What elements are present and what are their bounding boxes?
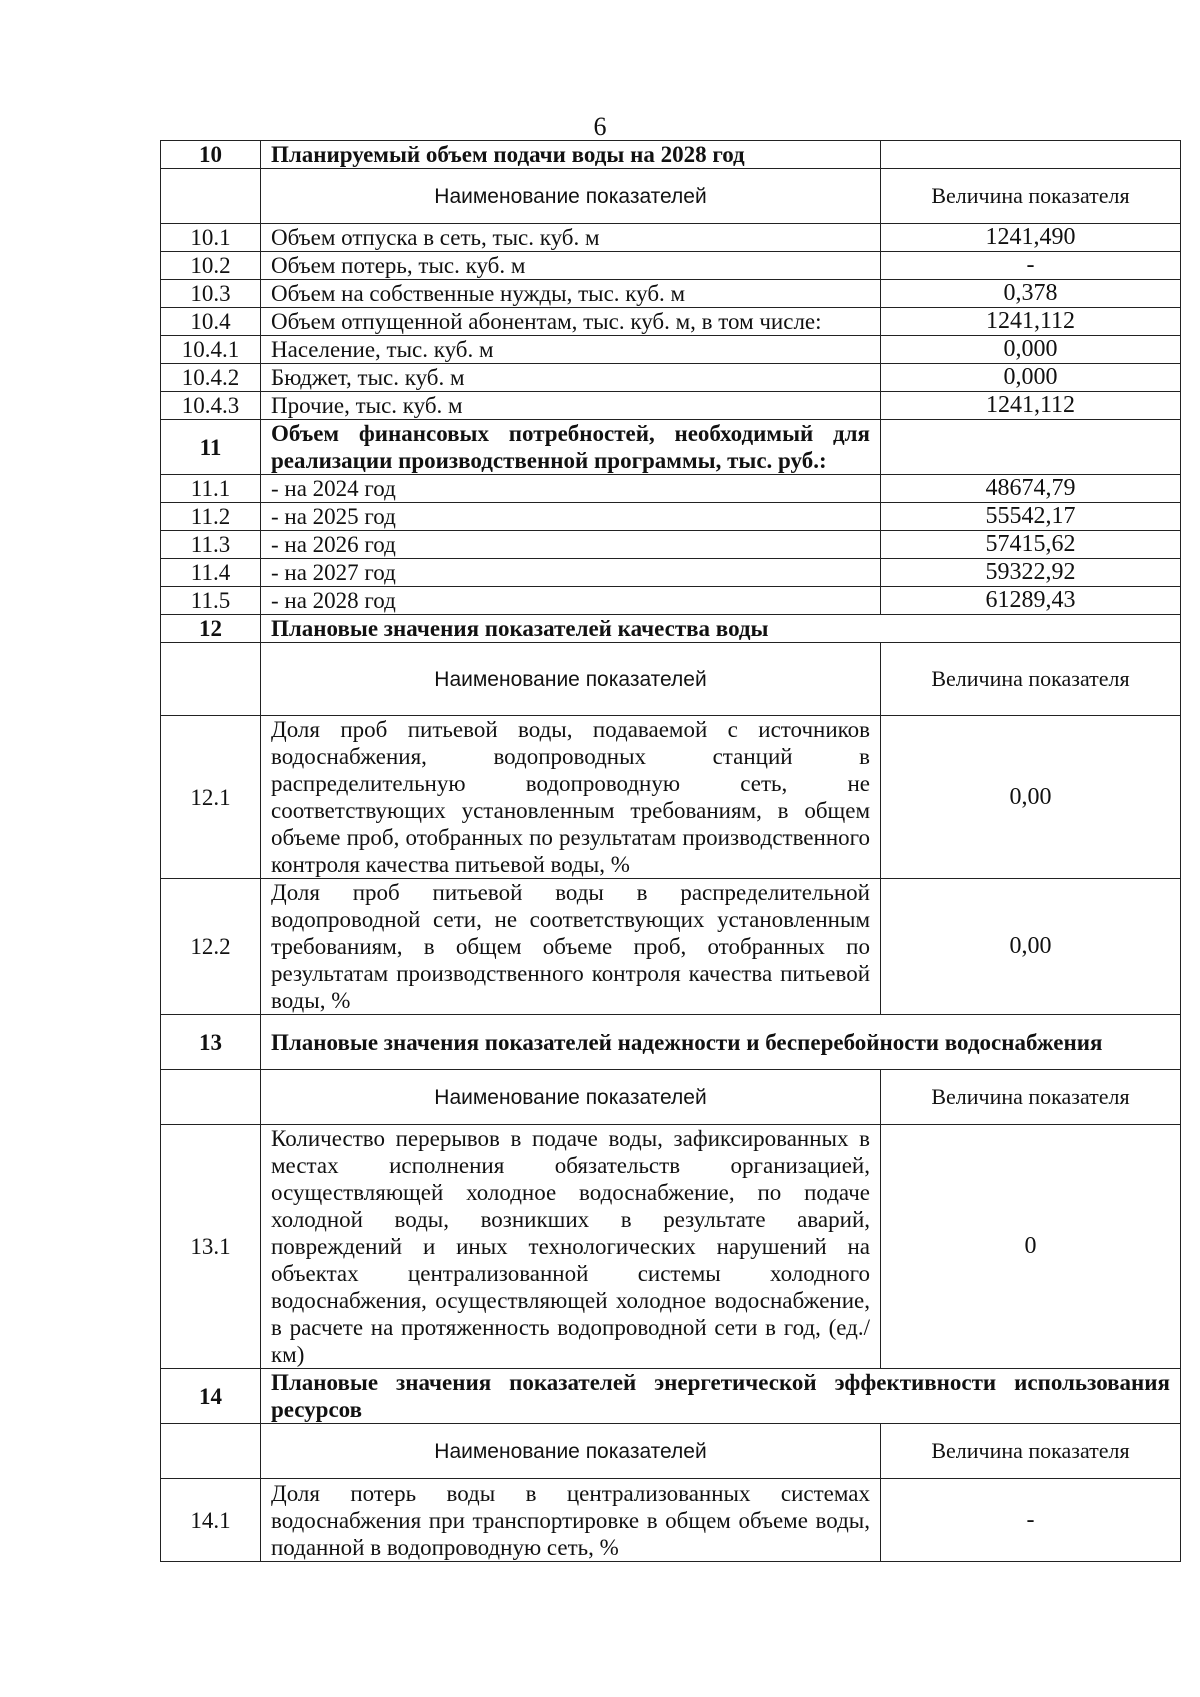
row-number: 11.2 [161, 503, 261, 531]
row-number: 11.4 [161, 559, 261, 587]
row-value: 1241,112 [881, 392, 1181, 420]
column-header-row [161, 643, 1181, 716]
name-column-header: Наименование показателей [261, 1424, 881, 1479]
row-name: - на 2027 год [261, 559, 881, 587]
row-value: 1241,112 [881, 308, 1181, 336]
row-name: Доля проб питьевой воды, подаваемой с источников водоснабжения, водопроводных станций в распределительную водопроводную сеть, не соответствующих установленным требованиям, в общем объеме проб, отобранных по результатам производственного контроля качества питьевой воды, % [261, 716, 881, 879]
table-row [161, 559, 1181, 587]
section-title: Плановые значения показателей качества воды [261, 615, 1181, 643]
row-value: 59322,92 [881, 559, 1181, 587]
empty-cell [881, 420, 1181, 475]
row-number: 10.4.2 [161, 364, 261, 392]
table-row [161, 531, 1181, 559]
row-name: Объем потерь, тыс. куб. м [261, 252, 881, 280]
row-number: 10.4.1 [161, 336, 261, 364]
row-value: 55542,17 [881, 503, 1181, 531]
table-row [161, 224, 1181, 252]
row-number: 13.1 [161, 1125, 261, 1369]
column-header-row [161, 1070, 1181, 1125]
section-number: 14 [161, 1369, 261, 1424]
name-column-header: Наименование показателей [261, 169, 881, 224]
section-number: 13 [161, 1015, 261, 1070]
column-header-row [161, 1424, 1181, 1479]
section-title: Плановые значения показателей энергетической эффективности использования ресурсов [261, 1369, 1181, 1424]
section-number: 12 [161, 615, 261, 643]
row-number: 11.5 [161, 587, 261, 615]
table-row [161, 392, 1181, 420]
value-column-header: Величина показателя [881, 169, 1181, 224]
table-row [161, 587, 1181, 615]
value-column-header: Величина показателя [881, 643, 1181, 716]
empty-cell [161, 1070, 261, 1125]
row-value: 1241,490 [881, 224, 1181, 252]
row-number: 11.1 [161, 475, 261, 503]
section-title: Плановые значения показателей надежности и бесперебойности водоснабжения [261, 1015, 1181, 1070]
section-14-header-row [161, 1369, 1181, 1424]
empty-cell [161, 1424, 261, 1479]
table-row [161, 336, 1181, 364]
row-number: 12.1 [161, 716, 261, 879]
row-number: 10.4.3 [161, 392, 261, 420]
value-column-header: Величина показателя [881, 1070, 1181, 1125]
table-row [161, 308, 1181, 336]
row-name: Прочие, тыс. куб. м [261, 392, 881, 420]
page-number: 6 [593, 112, 607, 141]
row-value: 0,378 [881, 280, 1181, 308]
table-row [161, 475, 1181, 503]
empty-cell [161, 643, 261, 716]
row-name: - на 2026 год [261, 531, 881, 559]
section-10-header-row [161, 141, 1181, 169]
row-number: 10.1 [161, 224, 261, 252]
table-row [161, 879, 1181, 1015]
table-row [161, 280, 1181, 308]
row-name: - на 2024 год [261, 475, 881, 503]
row-value: 0 [881, 1125, 1181, 1369]
row-name: Объем отпуска в сеть, тыс. куб. м [261, 224, 881, 252]
row-value: 48674,79 [881, 475, 1181, 503]
table-row [161, 364, 1181, 392]
row-name: Доля проб питьевой воды в распределительной водопроводной сети, не соответствующих установленным требованиям, в общем объеме проб, отобранных по результатам производственного контроля качества питьевой воды, % [261, 879, 881, 1015]
section-title: Планируемый объем подачи воды на 2028 год [261, 141, 881, 169]
section-title: Объем финансовых потребностей, необходимый для реализации производственной программы, тыс. руб.: [261, 420, 881, 475]
table-row [161, 716, 1181, 879]
row-number: 11.3 [161, 531, 261, 559]
section-11-header-row [161, 420, 1181, 475]
section-number: 10 [161, 141, 261, 169]
section-number: 11 [161, 420, 261, 475]
row-name: Бюджет, тыс. куб. м [261, 364, 881, 392]
row-value: - [881, 252, 1181, 280]
value-column-header: Величина показателя [881, 1424, 1181, 1479]
row-name: Доля потерь воды в централизованных системах водоснабжения при транспортировке в общем объеме воды, поданной в водопроводную сеть, % [261, 1479, 881, 1562]
row-value: 0,00 [881, 879, 1181, 1015]
production-program-table [160, 140, 1181, 1562]
name-column-header: Наименование показателей [261, 1070, 881, 1125]
row-number: 14.1 [161, 1479, 261, 1562]
row-value: 0,00 [881, 716, 1181, 879]
name-column-header: Наименование показателей [261, 643, 881, 716]
row-value: 57415,62 [881, 531, 1181, 559]
table-row [161, 252, 1181, 280]
row-name: Объем на собственные нужды, тыс. куб. м [261, 280, 881, 308]
empty-cell [881, 141, 1181, 169]
row-value: 0,000 [881, 336, 1181, 364]
row-name: Количество перерывов в подаче воды, зафиксированных в местах исполнения обязательств организацией, осуществляющей холодное водоснабжение, по подаче холодной воды, возникших в результате аварий, повреждений и иных технологических нарушений на объектах централизованной системы холодного водоснабжения, осуществляющей холодное водоснабжение, в расчете на протяженность водопроводной сети в год, (ед./км) [261, 1125, 881, 1369]
row-number: 10.4 [161, 308, 261, 336]
row-name: - на 2028 год [261, 587, 881, 615]
section-12-header-row [161, 615, 1181, 643]
table-row [161, 1479, 1181, 1562]
table-row [161, 1125, 1181, 1369]
section-13-header-row [161, 1015, 1181, 1070]
row-number: 12.2 [161, 879, 261, 1015]
row-number: 10.3 [161, 280, 261, 308]
row-name: - на 2025 год [261, 503, 881, 531]
row-number: 10.2 [161, 252, 261, 280]
row-value: 61289,43 [881, 587, 1181, 615]
row-name: Население, тыс. куб. м [261, 336, 881, 364]
row-name: Объем отпущенной абонентам, тыс. куб. м, в том числе: [261, 308, 881, 336]
row-value: 0,000 [881, 364, 1181, 392]
table-row [161, 503, 1181, 531]
empty-cell [161, 169, 261, 224]
column-header-row [161, 169, 1181, 224]
row-value: - [881, 1479, 1181, 1562]
